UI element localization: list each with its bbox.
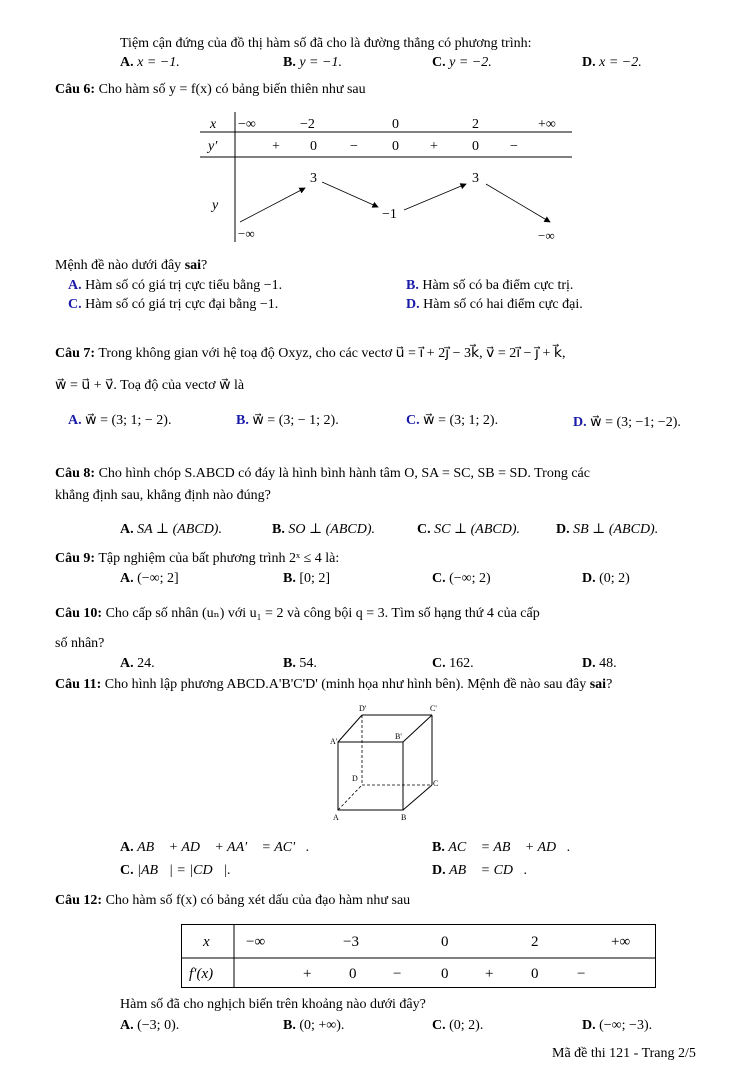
q5-option-b: B. y = −1. bbox=[283, 55, 342, 70]
q6-y-label: y bbox=[212, 198, 219, 213]
cube-label-b: B bbox=[401, 813, 407, 822]
q6-sign: + bbox=[272, 139, 280, 154]
cube-label-a1: A' bbox=[330, 737, 338, 746]
q11-stem: Câu 11: Cho hình lập phương ABCD.A'B'C'D' (minh họa như hình bên). Mệnh đề nào sau đây sai? bbox=[55, 677, 613, 692]
page-footer: Mã đề thi 121 - Trang 2/5 bbox=[552, 1046, 696, 1061]
q11-option-a: A. AB⃗ + AD⃗ + AA'⃗ = AC'⃗. bbox=[120, 840, 310, 855]
cube-label-c1: C' bbox=[430, 704, 437, 713]
q6-yp-label: y′ bbox=[208, 139, 218, 154]
q12-sign: 0 bbox=[349, 966, 357, 982]
q6-option-d: D. Hàm số có hai điểm cực đại. bbox=[406, 297, 583, 312]
q6-x-val: +∞ bbox=[538, 117, 556, 132]
q11-option-c: C. |AB⃗| = |CD⃗|. bbox=[120, 863, 231, 878]
q11-cube-figure bbox=[325, 700, 445, 825]
q8-option-c: C. SC ⊥ (ABCD). bbox=[417, 522, 521, 537]
q6-y-val: 3 bbox=[310, 171, 317, 186]
q7-option-c: C. w⃗ = (3; 1; 2). bbox=[406, 413, 499, 428]
q12-option-d: D. (−∞; −3). bbox=[582, 1018, 653, 1033]
q6-sign: 0 bbox=[472, 139, 479, 154]
q12-sign: 0 bbox=[531, 966, 539, 982]
q6-sign: 0 bbox=[310, 139, 317, 154]
q10-option-d: D. 48. bbox=[582, 656, 617, 671]
q7-option-a: A. w⃗ = (3; 1; − 2). bbox=[68, 413, 172, 428]
q6-y-val: −∞ bbox=[538, 228, 555, 243]
q12-x-val: +∞ bbox=[611, 934, 631, 950]
cube-label-c: C bbox=[433, 779, 439, 788]
q8-stem-line2: khẳng định sau, khẳng định nào đúng? bbox=[55, 488, 271, 503]
q9-option-b: B. [0; 2] bbox=[283, 571, 331, 586]
q6-y-val: −∞ bbox=[238, 226, 255, 241]
q6-x-label: x bbox=[210, 117, 217, 132]
q6-sign: + bbox=[430, 139, 438, 154]
cube-label-d1: D' bbox=[359, 704, 367, 713]
q6-question: Mệnh đề nào dưới đây sai? bbox=[55, 258, 208, 273]
q10-option-c: C. 162. bbox=[432, 656, 474, 671]
q12-fp-label: f′(x) bbox=[189, 966, 214, 982]
cube-label-a: A bbox=[333, 813, 339, 822]
q12-sign: − bbox=[577, 966, 586, 982]
q9-option-c: C. (−∞; 2) bbox=[432, 571, 491, 586]
cube-label-b1: B' bbox=[395, 732, 402, 741]
q7-option-b: B. w⃗ = (3; − 1; 2). bbox=[236, 413, 339, 428]
q6-x-val: −2 bbox=[300, 117, 315, 132]
q12-option-b: B. (0; +∞). bbox=[283, 1018, 345, 1033]
q6-x-val: −∞ bbox=[238, 117, 256, 132]
q10-stem-line2: số nhân? bbox=[55, 636, 105, 651]
q12-x-val: −∞ bbox=[246, 934, 266, 950]
q11-option-d: D. AB⃗ = CD⃗. bbox=[432, 863, 528, 878]
q8-stem-line1: Câu 8: Cho hình chóp S.ABCD có đáy là hình bình hành tâm O, SA = SC, SB = SD. Trong các bbox=[55, 466, 590, 481]
q6-y-val: 3 bbox=[472, 171, 479, 186]
q6-option-b: B. Hàm số có ba điểm cực trị. bbox=[406, 278, 574, 293]
q5-option-d: D. x = −2. bbox=[582, 55, 642, 70]
q5-option-a: A. x = −1. bbox=[120, 55, 180, 70]
q6-y-val: −1 bbox=[382, 207, 397, 222]
q6-sign: − bbox=[510, 139, 518, 154]
q12-x-val: 0 bbox=[441, 934, 449, 950]
q12-x-label: x bbox=[203, 934, 210, 950]
q12-option-a: A. (−3; 0). bbox=[120, 1018, 180, 1033]
q7-option-d: D. w⃗ = (3; −1; −2). bbox=[573, 415, 681, 430]
q10-option-b: B. 54. bbox=[283, 656, 317, 671]
q7-stem-line2: w⃗ = u⃗ + v⃗. Toạ độ của vectơ w⃗ là bbox=[55, 378, 245, 393]
q5-stem: Tiệm cận đứng của đồ thị hàm số đã cho là đường thẳng có phương trình: bbox=[120, 36, 532, 51]
q9-option-d: D. (0; 2) bbox=[582, 571, 630, 586]
q12-x-val: 2 bbox=[531, 934, 539, 950]
q6-x-val: 0 bbox=[392, 117, 399, 132]
q6-sign: 0 bbox=[392, 139, 399, 154]
q12-x-val: −3 bbox=[343, 934, 359, 950]
q6-stem: Câu 6: Cho hàm số y = f(x) có bảng biến thiên như sau bbox=[55, 82, 366, 97]
q5-option-c: C. y = −2. bbox=[432, 55, 492, 70]
q12-sign: + bbox=[303, 966, 312, 982]
q12-sign-table bbox=[181, 924, 657, 989]
q6-variation-table bbox=[200, 112, 572, 247]
q12-question: Hàm số đã cho nghịch biến trên khoảng nào dưới đây? bbox=[120, 997, 426, 1012]
q12-sign: + bbox=[485, 966, 494, 982]
q6-option-a: A. Hàm số có giá trị cực tiểu bằng −1. bbox=[68, 278, 283, 293]
q6-x-val: 2 bbox=[472, 117, 479, 132]
q6-sign: − bbox=[350, 139, 358, 154]
q12-option-c: C. (0; 2). bbox=[432, 1018, 484, 1033]
q8-option-d: D. SB ⊥ (ABCD). bbox=[556, 522, 659, 537]
q12-sign: 0 bbox=[441, 966, 449, 982]
q12-stem: Câu 12: Cho hàm số f(x) có bảng xét dấu của đạo hàm như sau bbox=[55, 893, 411, 908]
q10-stem-line1: Câu 10: Cho cấp số nhân (uₙ) với u₁ = 2 và công bội q = 3. Tìm số hạng thứ 4 của cấp bbox=[55, 606, 540, 621]
q9-stem: Câu 9: Tập nghiệm của bất phương trình 2ˣ ≤ 4 là: bbox=[55, 551, 340, 566]
q12-sign: − bbox=[393, 966, 402, 982]
cube-label-d: D bbox=[352, 774, 358, 783]
q10-option-a: A. 24. bbox=[120, 656, 155, 671]
q8-option-a: A. SA ⊥ (ABCD). bbox=[120, 522, 222, 537]
q9-option-a: A. (−∞; 2] bbox=[120, 571, 179, 586]
q7-stem-line1: Câu 7: Trong không gian với hệ toạ độ Oxyz, cho các vectơ u⃗ = i⃗ + 2j⃗ − 3k⃗, v⃗ = 2i⃗ − j⃗ + k⃗, bbox=[55, 346, 566, 361]
q8-option-b: B. SO ⊥ (ABCD). bbox=[272, 522, 375, 537]
q11-option-b: B. AC⃗ = AB⃗ + AD⃗. bbox=[432, 840, 571, 855]
q6-option-c: C. Hàm số có giá trị cực đại bằng −1. bbox=[68, 297, 279, 312]
